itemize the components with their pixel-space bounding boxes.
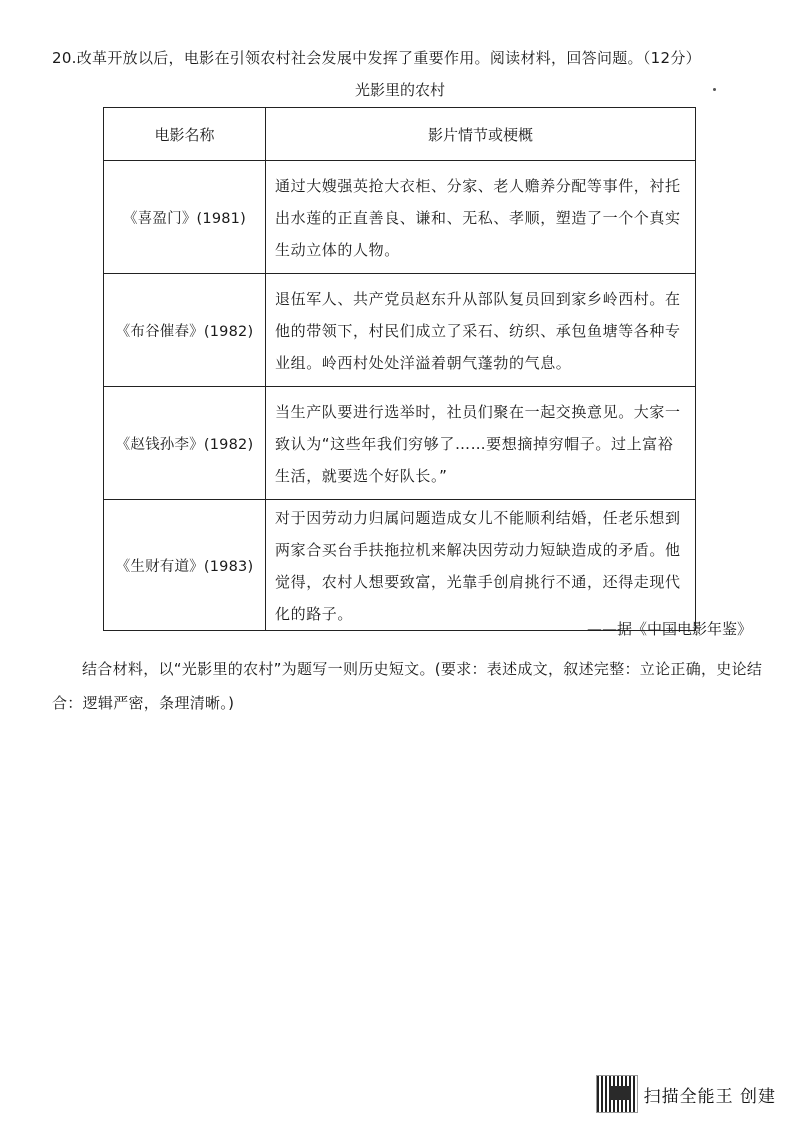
film-synopsis: 退伍军人、共产党员赵东升从部队复员回到家乡岭西村。在他的带领下，村民们成立了采石、纺织、承包鱼塘等各种专业组。岭西村处处洋溢着朝气蓬勃的气息。 — [266, 274, 696, 387]
film-synopsis: 对于因劳动力归属问题造成女儿不能顺利结婚，任老乐想到两家合买台手扶拖拉机来解决因劳动力短缺造成的矛盾。他觉得，农村人想要致富，光靠手创肩挑行不通，还得走现代化的路子。 — [266, 500, 696, 631]
film-name: 《赵钱孙李》(1982) — [104, 387, 266, 500]
film-synopsis: 当生产队要进行选举时，社员们聚在一起交换意见。大家一致认为“这些年我们穷够了……要想摘掉穷帽子。过上富裕生活，就要选个好队长。” — [266, 387, 696, 500]
header-film-name: 电影名称 — [104, 108, 266, 161]
film-name: 《布谷催春》(1982) — [104, 274, 266, 387]
watermark-text: 扫描全能王 创建 — [643, 1086, 776, 1107]
table-row — [104, 274, 696, 387]
scanner-watermark — [596, 1076, 776, 1112]
film-synopsis: 通过大嫂强英抢大衣柜、分家、老人赡养分配等事件，衬托出水莲的正直善良、谦和、无私、孝顺，塑造了一个个真实生动立体的人物。 — [266, 161, 696, 274]
scanner-app-logo-icon — [596, 1075, 638, 1113]
source-citation: ——据《中国电影年鉴》 — [586, 620, 752, 638]
table-row — [104, 161, 696, 274]
table-row — [104, 387, 696, 500]
film-table — [103, 107, 696, 631]
film-name: 《喜盈门》(1981) — [104, 161, 266, 274]
table-row — [104, 500, 696, 631]
header-synopsis: 影片情节或梗概 — [266, 108, 696, 161]
film-name: 《生财有道》(1983) — [104, 500, 266, 631]
writing-instruction: 结合材料，以“光影里的农村”为题写一则历史短文。(要求：表述成文，叙述完整：立论正确，史论结合：逻辑严密，条理清晰。) — [52, 660, 763, 712]
table-header-row — [104, 108, 696, 161]
question-stem: 20.改革开放以后，电影在引领农村社会发展中发挥了重要作用。阅读材料，回答问题。（12分） — [52, 49, 701, 67]
table-caption: 光影里的农村 — [354, 81, 445, 99]
